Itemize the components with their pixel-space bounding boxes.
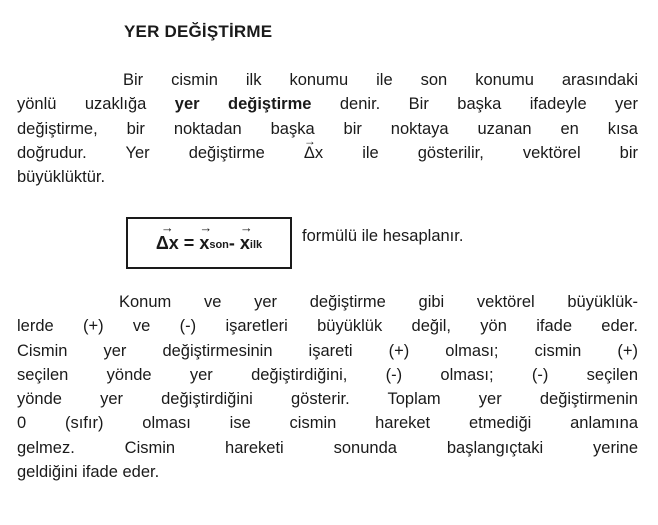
text-span: seçilen yönde yer değiştirdiğini, (-) olması; (-) seçilen (17, 365, 638, 384)
formula-x-initial: → x (240, 233, 250, 254)
text-span: lerde (+) ve (-) işaretleri büyüklük değil, yön ifade eder. (17, 317, 638, 336)
formula-x-final: → x (199, 233, 209, 254)
paragraph-line (17, 68, 638, 92)
paragraph-line (17, 339, 638, 363)
text-span: değiştirme, bir noktadan başka bir noktaya uzanan en kısa (17, 119, 638, 138)
formula-lhs: → Δx (156, 233, 179, 254)
vector-symbol: → Δx (304, 141, 323, 165)
text-span: ile gösterilir, vektörel bir (323, 143, 638, 162)
paragraph-line (17, 363, 638, 387)
text-span: denir. Bir başka ifadeyle yer (311, 95, 638, 114)
text-span: geldiğini ifade eder. (17, 463, 160, 482)
text-span: Bir cismin ilk konumu ile son konumu arasındaki (123, 71, 638, 89)
text-span: doğrudur. Yer değiştirme (17, 143, 304, 162)
text-span: gelmez. Cismin hareketi sonunda başlangıçtaki yerine (17, 438, 638, 457)
paragraph-line (17, 314, 638, 338)
formula-row (126, 228, 292, 270)
paragraph-line (17, 460, 638, 484)
text-span: Cismin yer değiştirmesinin işareti (+) olması; cismin (+) (17, 341, 638, 360)
formula-minus: - (228, 232, 240, 253)
paragraph-line (17, 436, 638, 460)
formula-caption: formülü ile hesaplanır. (302, 227, 464, 245)
bold-term: yer değiştirme (174, 95, 312, 114)
text-span: 0 (sıfır) olması ise cismin hareket etmediği anlamına (17, 414, 638, 433)
paragraph-line (17, 92, 638, 116)
paragraph-line (17, 141, 638, 165)
paragraph-line (17, 387, 638, 411)
text-span: yönlü uzaklığa (17, 95, 175, 114)
formula-sub-initial: ilk (249, 239, 263, 251)
paragraph-definition (17, 68, 638, 189)
formula-equals: = (178, 232, 200, 253)
text-span: Konum ve yer değiştirme gibi vektörel büyüklük- (119, 293, 638, 311)
paragraph-line (17, 290, 638, 314)
paragraph-line (17, 411, 638, 435)
section-heading: YER DEĞİŞTİRME (124, 22, 273, 41)
formula-box (126, 217, 292, 269)
text-span: yönde yer değiştirdiğini gösterir. Toplam yer değiştirmenin (17, 390, 638, 409)
paragraph-sign-explanation (17, 290, 638, 484)
paragraph-line (17, 165, 638, 189)
text-span: büyüklüktür. (17, 168, 106, 187)
paragraph-line (17, 117, 638, 141)
formula-sub-final: son (209, 239, 229, 251)
